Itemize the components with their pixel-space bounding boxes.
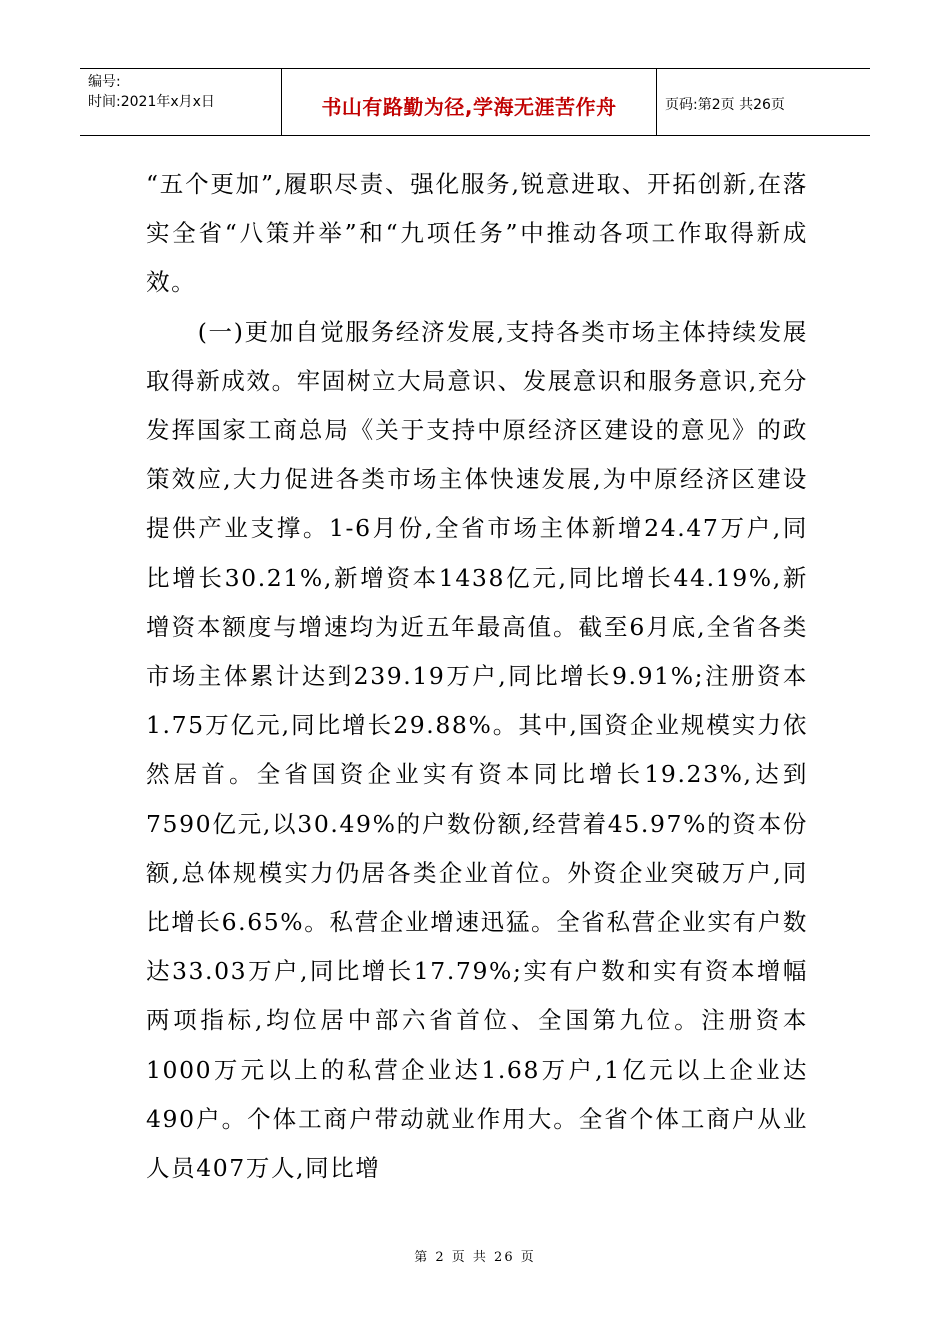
document-body	[146, 160, 808, 1193]
header-meta	[80, 69, 282, 135]
paragraph-continuation: “五个更加”,履职尽责、强化服务,锐意进取、开拓创新,在落实全省“八策并举”和“九项任务”中推动各项工作取得新成效。	[146, 170, 808, 297]
document-time-label: 时间:2021年x月x日	[88, 94, 215, 110]
page-footer: 第 2 页 共 26 页	[414, 1250, 536, 1265]
paragraph-section-one: (一)更加自觉服务经济发展,支持各类市场主体持续发展取得新成效。牢固树立大局意识、发展意识和服务意识,充分发挥国家工商总局《关于支持中原经济区建设的意见》的政策效应,大力促进各类市场主体快速发展,为中原经济区建设提供产业支撑。1-6月份,全省市场主体新增24.47万户,同比增长30.21%,新增资本1438亿元,同比增长44.19%,新增资本额度与增速均为近五年最高值。截至6月底,全省各类市场主体累计达到239.19万户,同比增长9.91%;注册资本1.75万亿元,同比增长29.88%。其中,国资企业规模实力依然居首。全省国资企业实有资本同比增长19.23%,达到7590亿元,以30.49%的户数份额,经营着45.97%的资本份额,总体规模实力仍居各类企业首位。外资企业突破万户,同比增长6.65%。私营企业增速迅猛。全省私营企业实有户数达33.03万户,同比增长17.79%;实有户数和实有资本增幅两项指标,均位居中部六省首位、全国第九位。注册资本1000万元以上的私营企业达1.68万户,1亿元以上企业达490户。个体工商户带动就业作用大。全省个体工商户从业人员407万人,同比增	[146, 317, 808, 1183]
page-header	[80, 68, 870, 136]
document-number-label: 编号:	[88, 74, 121, 90]
header-motto: 书山有路勤为径,学海无涯苦作舟	[282, 69, 657, 135]
header-page-code: 页码:第2页 共26页	[665, 97, 785, 113]
